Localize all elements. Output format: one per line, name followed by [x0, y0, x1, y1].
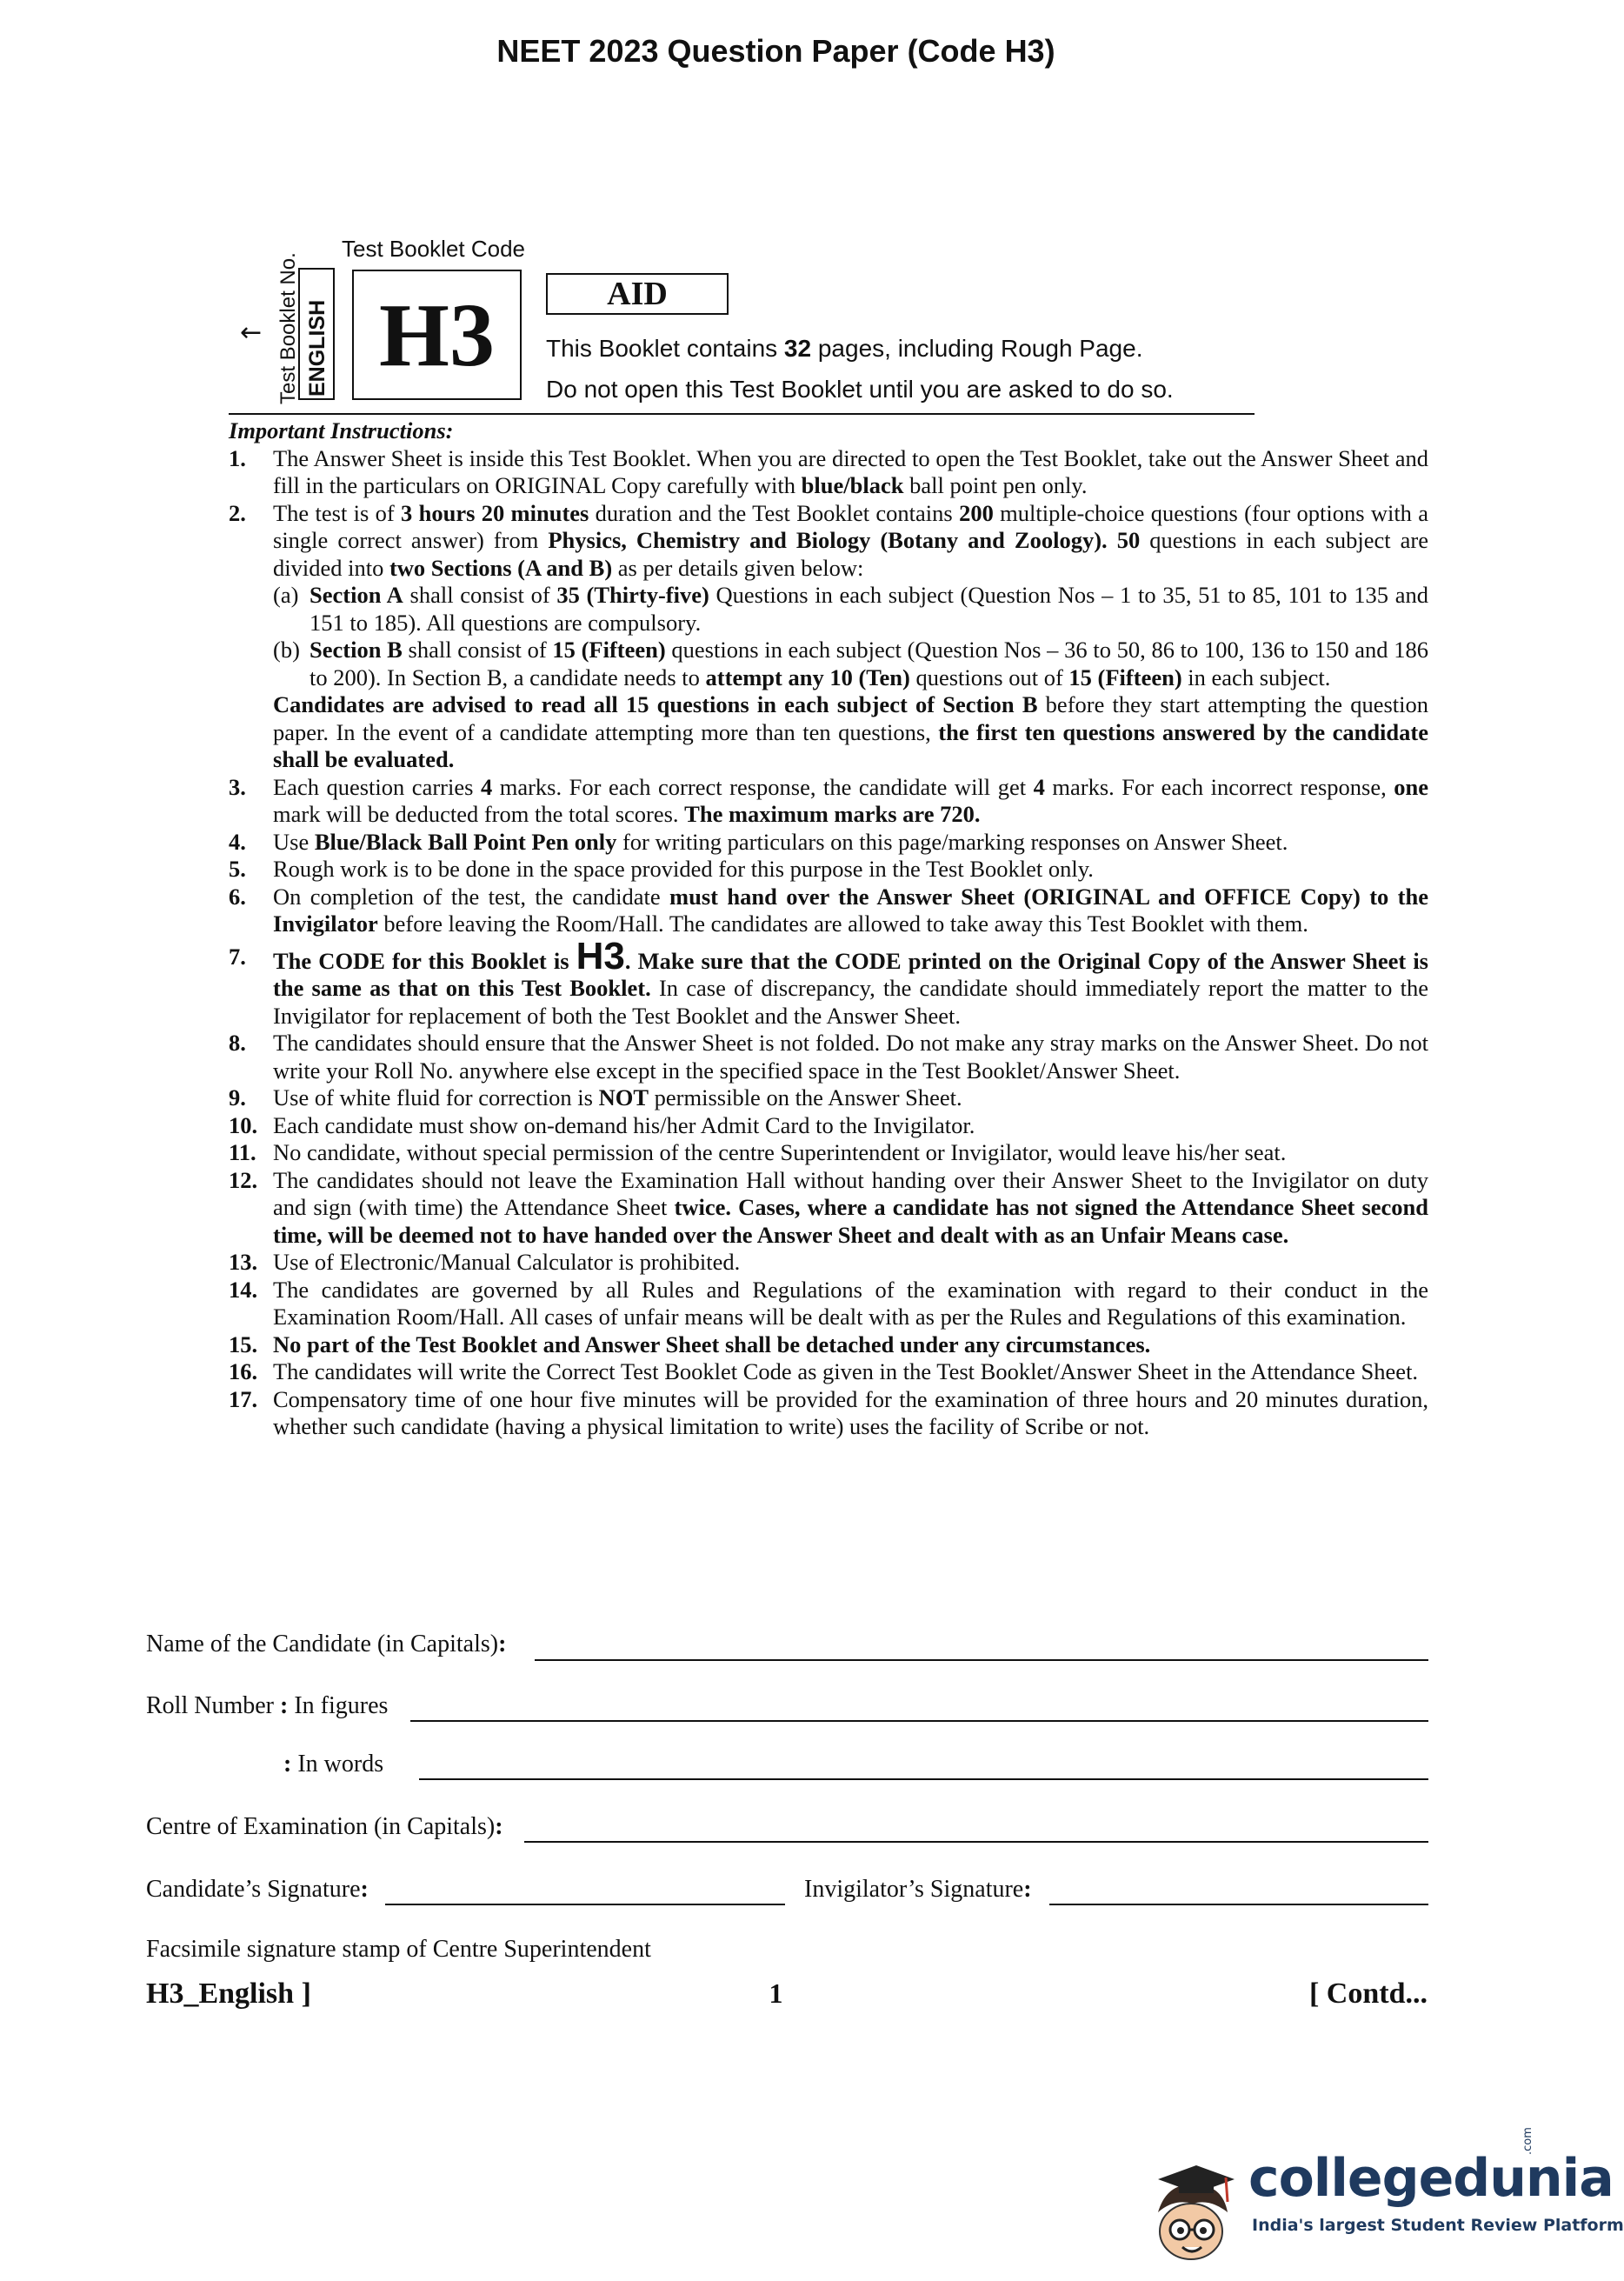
centre-field[interactable] [524, 1841, 1428, 1843]
pages-post: pages, including Rough Page. [811, 335, 1143, 362]
item-number: 12. [229, 1166, 258, 1193]
facsimile-label: Facsimile signature stamp of Centre Superintendent [146, 1936, 651, 1963]
item-number: 11. [229, 1139, 256, 1165]
item-text: The candidates are governed by all Rules and Regulations of the examination with regard to their conduct in the Examination Room/Hall. All cases of unfair means will be dealt with as per the Rules and Regulations of this examination. [273, 1276, 1428, 1330]
item-text: No part of the Test Booklet and Answer Sheet shall be detached under any circumstances. [273, 1331, 1151, 1357]
candidate-name-label: Name of the Candidate (in Capitals): [146, 1631, 507, 1657]
logo-tagline: India's largest Student Review Platform [1252, 2216, 1624, 2235]
item-number: 1. [229, 444, 246, 471]
section-b-rule: (b) Section B shall consist of 15 (Fifteen) questions in each subject (Question Nos – 36 to 50, 86 to 100, 136 to 150 and 186 to 200). In Section B, a candidate needs to attempt any 10 (Ten) questions out of 15 (Fifteen) in each subject. [273, 637, 1428, 690]
item-text: Each candidate must show on-demand his/her Admit Card to the Invigilator. [273, 1111, 975, 1138]
test-booklet-no-label: Test Booklet No. [276, 252, 300, 404]
roll-number-words-label: : In words [283, 1751, 384, 1777]
instruction-item [229, 1249, 1428, 1277]
footer-code: H3_English ] [146, 1978, 311, 2010]
logo-suffix: .com [1521, 2127, 1534, 2155]
item-number: 10. [229, 1111, 258, 1138]
roll-number-words-field[interactable] [419, 1778, 1428, 1780]
candidate-signature-label: Candidate’s Signature: [146, 1876, 369, 1903]
series-box [546, 273, 729, 315]
pages-count: 32 [783, 335, 812, 362]
item-number: 6. [229, 883, 246, 910]
instruction-item [229, 1084, 1428, 1112]
item-number: 2. [229, 499, 246, 526]
booklet-warning: Do not open this Test Booklet until you are asked to do so. [546, 376, 1174, 403]
item-number: 7. [229, 943, 246, 970]
item-text: The CODE for this Booklet is H3. Make sure that the CODE printed on the Original Copy of the Answer Sheet is the same as that on this Test Booklet. In case of discrepancy, the candidate should immediately report the matter to the Invigilator for replacement of both the Test Booklet and the Answer Sheet. [273, 934, 1428, 1029]
item-text: The candidates should not leave the Examination Hall without handing over their Answer Sheet to the Invigilator on duty and sign (with time) the Attendance Sheet twice. Cases, where a candidate has not signed the Attendance Sheet second time, will be deemed not to have handed over the Answer Sheet and dealt with as an Unfair Means case. [273, 1166, 1429, 1248]
item-text: No candidate, without special permission of the centre Superintendent or Invigilator, would leave his/her seat. [273, 1139, 1287, 1165]
instructions-heading: Important Instructions: [229, 417, 454, 444]
mascot-icon [1141, 2129, 1245, 2264]
item-number: 5. [229, 856, 246, 882]
instruction-item [229, 884, 1428, 938]
item-text: Use of white fluid for correction is NOT permissible on the Answer Sheet. [273, 1084, 962, 1110]
item-number: 13. [229, 1249, 258, 1275]
roll-number-figures-field[interactable] [410, 1720, 1428, 1722]
item-number: 15. [229, 1331, 258, 1357]
item-text: The Answer Sheet is inside this Test Booklet. When you are directed to open the Test Booklet, take out the Answer Sheet and fill in the particulars on ORIGINAL Copy carefully with blue/black ball point pen only. [273, 444, 1428, 498]
instruction-item [229, 856, 1428, 884]
item-text: The test is of 3 hours 20 minutes duration and the Test Booklet contains 200 multiple-choice questions (four options with a single correct answer) from Physics, Chemistry and Biology (Botany and Zoology). 50 questions in each subject are divided into two Sections (A and B) as per details given below: (a) Section A shall consist of 35 (Thirty-five) Questions in each subject (Question Nos – 1 to 35, 51 to 85, 101 to 135 and 151 to 185). All questions are compulsory. (b) Section B shall consist of 15 (Fifteen) questions in each subject (Question Nos – 36 to 50, 86 to 100, 136 to 150 and 186 to 200). In Section B, a candidate needs to attempt any 10 (Ten) questions out of 15 (Fifteen) in each subject. Candidates are advised to read all 15 questions in each subject of Section B before they start attempting the question paper. In the event of a candidate attempting more than ten questions, the first ten questions answered by the candidate shall be evaluated. [273, 499, 1429, 772]
page-number: 1 [769, 1978, 783, 2009]
collegedunia-logo [1141, 2127, 1624, 2268]
inline-booklet-code: H3 [576, 934, 625, 977]
language-label: ENGLISH [305, 299, 329, 397]
logo-wordmark: collegedunia [1248, 2148, 1614, 2209]
instruction-item [229, 1277, 1428, 1331]
item-number: 9. [229, 1084, 246, 1110]
footer-contd: [ Contd... [1308, 1978, 1428, 2010]
invigilator-signature-field[interactable] [1049, 1904, 1428, 1905]
item-number: 3. [229, 773, 246, 800]
document-title: NEET 2023 Question Paper (Code H3) [496, 33, 1055, 69]
booklet-code-box [352, 270, 522, 400]
instruction-item [229, 1139, 1428, 1167]
header-rule [229, 413, 1255, 415]
instruction-item [229, 445, 1428, 500]
instructions [229, 417, 1428, 1441]
left-arrow-icon: ← [240, 317, 263, 348]
test-booklet-code-label: Test Booklet Code [342, 236, 526, 262]
item-text: The candidates should ensure that the Answer Sheet is not folded. Do not make any stray marks on the Answer Sheet. Do not write your Roll No. anywhere else except in the specified space in the Test Booklet/Answer Sheet. [273, 1030, 1428, 1084]
instruction-item [229, 1112, 1428, 1140]
section-a-rule: (a) Section A shall consist of 35 (Thirty-five) Questions in each subject (Question Nos – 1 to 35, 51 to 85, 101 to 135 and 151 to 185). All questions are compulsory. [273, 582, 1428, 636]
section-b-advice: Candidates are advised to read all 15 questions in each subject of Section B before they start attempting the question paper. In the event of a candidate attempting more than ten questions, the first ten questions answered by the candidate shall be evaluated. [273, 691, 1428, 772]
item-text: Use of Electronic/Manual Calculator is prohibited. [273, 1249, 741, 1275]
candidate-signature-field[interactable] [385, 1904, 785, 1905]
item-text: On completion of the test, the candidate must hand over the Answer Sheet (ORIGINAL and OFFICE Copy) to the Invigilator before leaving the Room/Hall. The candidates are allowed to take away this Test Booklet with them. [273, 883, 1428, 937]
item-number: 14. [229, 1276, 258, 1303]
pages-pre: This Booklet contains [546, 335, 784, 362]
booklet-code: H3 [379, 284, 495, 385]
instruction-item [229, 1358, 1428, 1386]
item-text: Compensatory time of one hour five minutes will be provided for the examination of three hours and 20 minutes duration, whether such candidate (having a physical limitation to write) uses the facility of Scribe or not. [273, 1385, 1428, 1439]
instruction-item [229, 500, 1428, 774]
item-text: Use Blue/Black Ball Point Pen only for writing particulars on this page/marking responses on Answer Sheet. [273, 828, 1288, 855]
item-text: Each question carries 4 marks. For each correct response, the candidate will get 4 marks. For each incorrect response, one mark will be deducted from the total scores. The maximum marks are 720. [273, 773, 1428, 827]
item-number: 8. [229, 1030, 246, 1056]
item-number: 17. [229, 1385, 258, 1412]
centre-label: Centre of Examination (in Capitals): [146, 1813, 503, 1840]
invigilator-signature-label: Invigilator’s Signature: [804, 1876, 1032, 1903]
instruction-item [229, 774, 1428, 829]
series-code: AID [607, 276, 668, 312]
item-text: The candidates will write the Correct Test Booklet Code as given in the Test Booklet/Answer Sheet in the Attendance Sheet. [273, 1358, 1419, 1384]
item-number: 4. [229, 828, 246, 855]
item-text: Rough work is to be done in the space provided for this purpose in the Test Booklet only. [273, 856, 1094, 882]
instruction-item [229, 1030, 1428, 1084]
instruction-item [229, 1331, 1428, 1359]
item-number: 16. [229, 1358, 258, 1384]
instruction-item [229, 1386, 1428, 1441]
booklet-pages-line [546, 335, 1142, 363]
instruction-item [229, 1167, 1428, 1250]
instruction-item [229, 934, 1428, 1030]
instruction-item [229, 829, 1428, 857]
candidate-name-field[interactable] [535, 1659, 1428, 1661]
roll-number-label: Roll Number : In figures [146, 1692, 389, 1719]
